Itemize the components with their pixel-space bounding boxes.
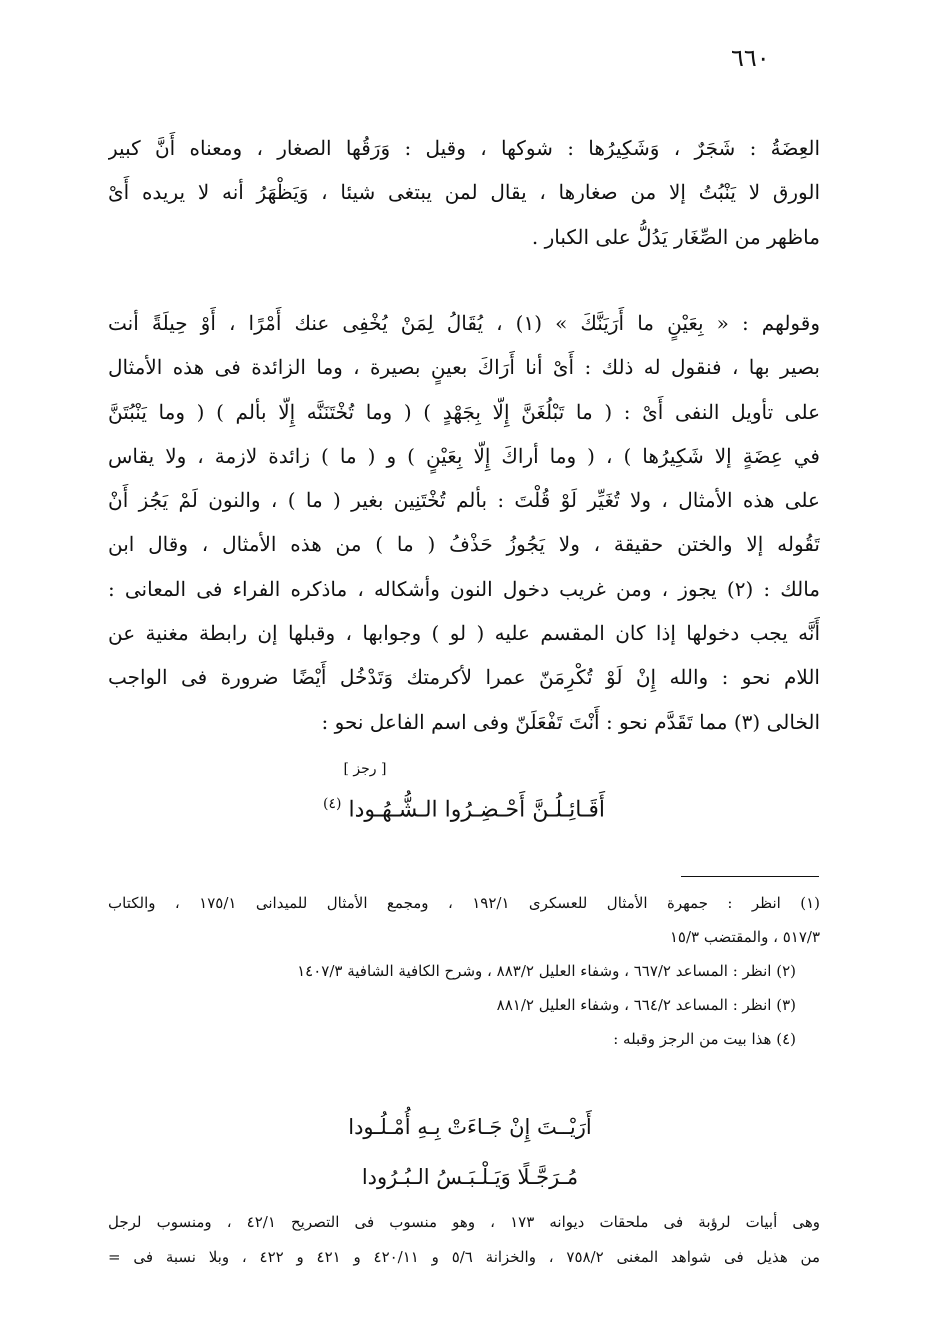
verse-line bbox=[280, 796, 640, 822]
footnote-tail-line: من هذيل فى شواهد المغنى ٧٥٨/٢ ، والخزانة ٥/٦ و ٤٢٠/١١ و ٤٢١ و ٤٢٢ ، وبلا نسبة فى = bbox=[108, 1248, 820, 1266]
poem-line: أَرَيْــتَ إِنْ جَـاءَتْ بِـهِ أُمْـلُـودا bbox=[348, 1115, 592, 1139]
verse-text: أَقَـائِـلُـنَّ أَحْـضِـرُوا الـشُّـهُـودا bbox=[348, 797, 606, 823]
footnotes bbox=[108, 886, 820, 1056]
footnote-marker: (٤) bbox=[322, 796, 342, 812]
text-line: في عِضَةٍ إلا شَكِيرُها ) ، ( وما أراكَ إِلّا بِعَيْنٍ ) و ( ما ) زائدة لازمة ، ولا يقاس bbox=[108, 443, 820, 468]
footnote-item: (٢) انظر : المساعد ٦٦٧/٢ ، وشفاء العليل ٨٨٣/٢ ، وشرح الكافية الشافية ١٤٠٧/٣ bbox=[297, 962, 796, 980]
page-number: ٦٦٠ bbox=[731, 44, 770, 72]
text-line: تَقُوله إلا والختن حقيقة ، ولا يَجُوزُ حَذْفُ ( ما ) من هذه الأمثال ، وقال ابن bbox=[108, 532, 820, 557]
text-line: الخالى (٣) مما تَقَدَّم نحو : أَنْتَ تَفْعَلَنّ وفى اسم الفاعل نحو : bbox=[321, 709, 820, 734]
text-line: بصير بها ، فنقول له ذلك : أَىْ أنا أَرَاكَ بعينٍ بصيرة ، وما الزائدة فى هذه الأمثال bbox=[108, 355, 820, 380]
footnote-divider bbox=[681, 876, 819, 877]
footnote-item: (٤) هذا بيت من الرجز وقبله : bbox=[613, 1030, 796, 1048]
text-line: مالك : (٢) يجوز ، ومن غريب دخول النون وأشكاله ، ماذكره الفراء فى المعانى : bbox=[108, 576, 820, 601]
footnote-tail bbox=[108, 1205, 820, 1275]
poem bbox=[290, 1102, 650, 1202]
poem-line: مُـرَجَّـلًا وَيَـلْـبَـسُ الـبُـرُودا bbox=[361, 1165, 579, 1189]
paragraph-2 bbox=[108, 301, 820, 744]
footnote-item: (٣) انظر : المساعد ٦٦٤/٢ ، وشفاء العليل ٨٨١/٢ bbox=[496, 996, 796, 1014]
footnote-item: (١) انظر : جمهرة الأمثال للعسكرى ١٩٢/١ ، ومجمع الأمثال للميدانى ١٧٥/١ ، والكتاب bbox=[108, 894, 820, 912]
text-line: اللام نحو : والله إِنْ لَوْ تُكْرِمَنّ عمرا لأكرمتك وَتَدْخُل أَيْضًا ضرورة فى الواجب bbox=[108, 665, 820, 690]
text-line: على هذه الأمثال ، ولا تُغَيِّر لَوْ قُلْتَ : بألم تُخْتَنِين بغير ( ما ) ، والنون لَمْ يَجُز أَنْ bbox=[108, 488, 820, 513]
text-line: الورق لا يَنْبُتُ إلا من صغارها ، يقال لمن يبتغى شيئا ، وَيَظْهَرُ أنه لا يريده أَىْ bbox=[108, 180, 820, 205]
text-line: ماظهر من الصِّغَار يَدُلُّ على الكبار . bbox=[531, 224, 820, 249]
verse-meter: [ رجز ] bbox=[343, 761, 387, 777]
text-line: أَنَّه يجب دخولها إذا كان المقسم عليه ( لو ) وجوابها ، وقبلها إن رابطة مغنية عن bbox=[108, 621, 820, 646]
footnote-tail-line: وهى أبيات لرؤبة فى ملحقات ديوانه ١٧٣ ، وهو منسوب فى التصريح ٤٢/١ ، ومنسوب لرجل bbox=[108, 1213, 820, 1231]
text-line: وقولهم : « بِعَيْنٍ ما أَرَيَنَّكَ » (١) ، يُقَالُ لِمَنْ يُخْفِى عنك أَمْرًا ، أَوْ حِيلَةً أنت bbox=[108, 311, 820, 335]
text-line: على تأويل النفى أَىْ : ( ما تَبْلُغَنَّ إِلّا بِجَهْدٍ ) ( وما تُخْتَنَنَّه إِلّا بألم ) ( وما يَنْبُتَنَّ bbox=[108, 399, 820, 424]
text-line: العِضَةُ : شَجَرٌ ، وَشَكِيرُها : شوكها ، وقيل : وَرَقُها الصغار ، ومعناه أَنَّ كبير bbox=[108, 136, 820, 160]
paragraph-1 bbox=[108, 126, 820, 259]
footnote-continuation: ٥١٧/٣ ، والمقتضب ١٥/٣ bbox=[669, 928, 820, 946]
